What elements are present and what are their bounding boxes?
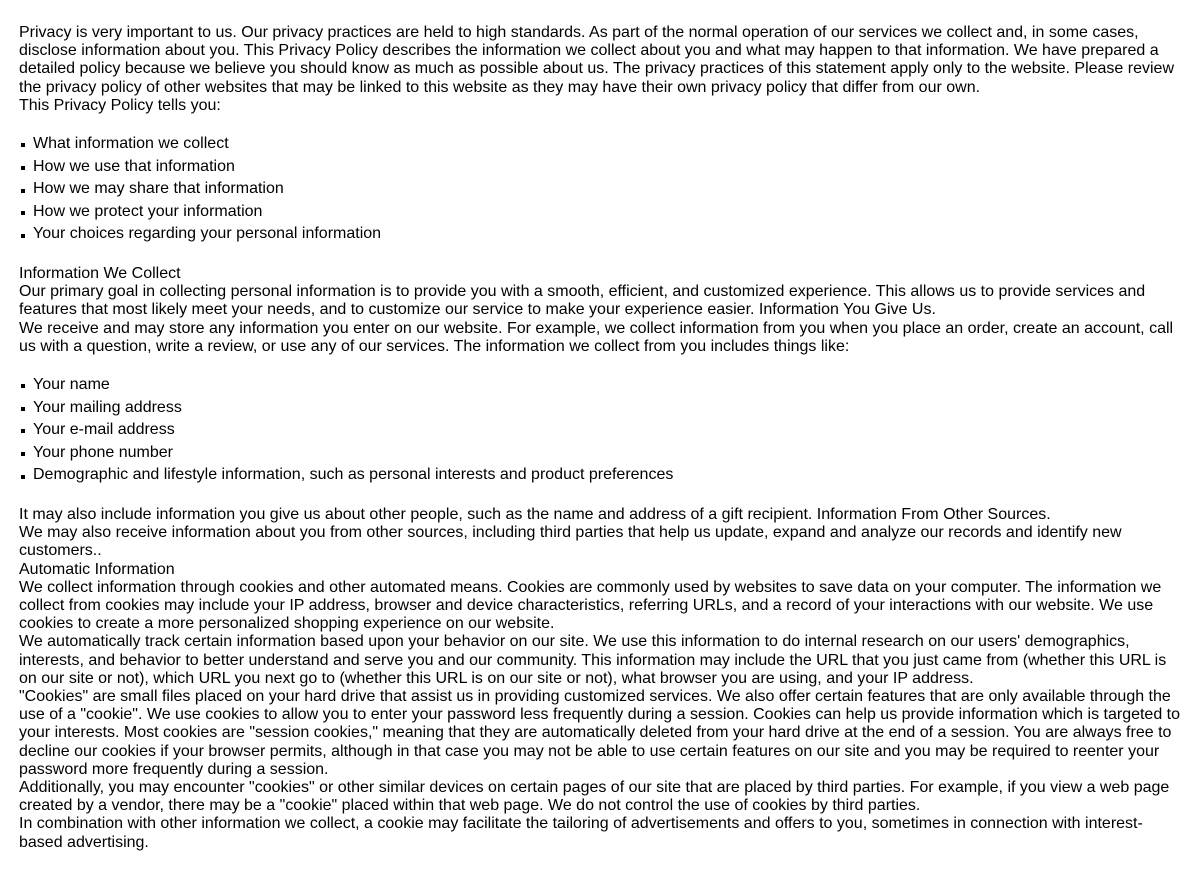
bullet-icon (21, 384, 25, 388)
bullet-icon (21, 211, 25, 215)
bullet-icon (21, 475, 25, 479)
automatic-paragraph-3: "Cookies" are small files placed on your hard drive that assist us in providing customized services. We also offer certain features that are only available through the use of a "cookie". We use cookies to allow you to enter your password less frequently during a session. Cookies can help us provide information which is targeted to your interests. Most cookies are "session cookies," meaning that they are automatically deleted from your hard drive at the end of a session. You are always free to decline our cookies if your browser permits, although in that case you may not be able to use certain features on our site and you may be required to reenter your password more frequently during a session. (19, 688, 1181, 778)
list-item: How we protect your information (21, 201, 1182, 224)
bullet-icon (21, 234, 25, 238)
bullet-icon (21, 452, 25, 456)
automatic-paragraph-5: In combination with other information we collect, a cookie may facilitate the tailoring of advertisements and offers to you, sometimes in connection with interest-based advertising. (19, 815, 1143, 851)
automatic-paragraph-4: Additionally, you may encounter "cookies" or other similar devices on certain pages of our site that are placed by third parties. For example, if you view a web page created by a vendor, there may be a "cookie" placed within that web page. We do not control the use of cookies by third parties. (19, 779, 1170, 815)
collected-items-list (19, 374, 1182, 487)
list-item: Your name (21, 374, 1182, 397)
other-sources-paragraph-1: It may also include information you give us about other people, such as the name and address of a gift recipient. Information From Other Sources. (19, 505, 1051, 523)
list-item: Your choices regarding your personal information (21, 223, 1182, 246)
automatic-paragraph-1: We collect information through cookies and other automated means. Cookies are commonly used by websites to save data on your computer. The information we collect from cookies may include your IP address, browser and device characteristics, referring URLs, and a record of your interactions with our website. We use cookies to create a more personalized shopping experience on our website. (19, 578, 1162, 633)
list-item: Your mailing address (21, 397, 1182, 420)
section-title-information-we-collect: Information We Collect (19, 264, 181, 282)
list-item: Your phone number (21, 442, 1182, 465)
list-item: Demographic and lifestyle information, such as personal interests and product preferences (21, 464, 1182, 487)
bullet-icon (21, 407, 25, 411)
bullet-icon (21, 166, 25, 170)
section-title-automatic-information: Automatic Information (19, 560, 175, 578)
list-item: Your e-mail address (21, 419, 1182, 442)
collect-paragraph-1: Our primary goal in collecting personal information is to provide you with a smooth, efficient, and customized experience. This allows us to provide services and features that most likely meet your needs, and to customize our service to make your experience easier. Information You Give Us. (19, 283, 1146, 319)
intro-list-lead: This Privacy Policy tells you: (19, 96, 221, 114)
intro-paragraph: Privacy is very important to us. Our privacy practices are held to high standards. As part of the normal operation of our services we collect and, in some cases, disclose information about you. This Privacy Policy describes the information we collect about you and what may happen to that information. We have prepared a detailed policy because we believe you should know as much as possible about us. The privacy practices of this statement apply only to the website. Please review the privacy policy of other websites that may be linked to this website as they may have their own privacy policy that differ from our own. (19, 24, 1175, 96)
collect-paragraph-2: We receive and may store any information you enter on our website. For example, we collect information from you when you place an order, create an account, call us with a question, write a review, or use any of our services. The information we collect from you includes things like: (19, 319, 1174, 355)
bullet-icon (21, 189, 25, 193)
list-item: How we use that information (21, 156, 1182, 179)
list-item: How we may share that information (21, 178, 1182, 201)
bullet-icon (21, 143, 25, 147)
toc-list (19, 133, 1182, 246)
other-sources-paragraph-2: We may also receive information about you from other sources, including third parties that help us update, expand and analyze our records and identify new customers.. (19, 524, 1122, 560)
list-item: What information we collect (21, 133, 1182, 156)
automatic-paragraph-2: We automatically track certain information based upon your behavior on our site. We use this information to do internal research on our users' demographics, interests, and behavior to better understand and serve you and our community. This information may include the URL that you just came from (whether this URL is on our site or not), which URL you next go to (whether this URL is on our site or not), what browser you are using, and your IP address. (19, 633, 1167, 687)
bullet-icon (21, 429, 25, 433)
